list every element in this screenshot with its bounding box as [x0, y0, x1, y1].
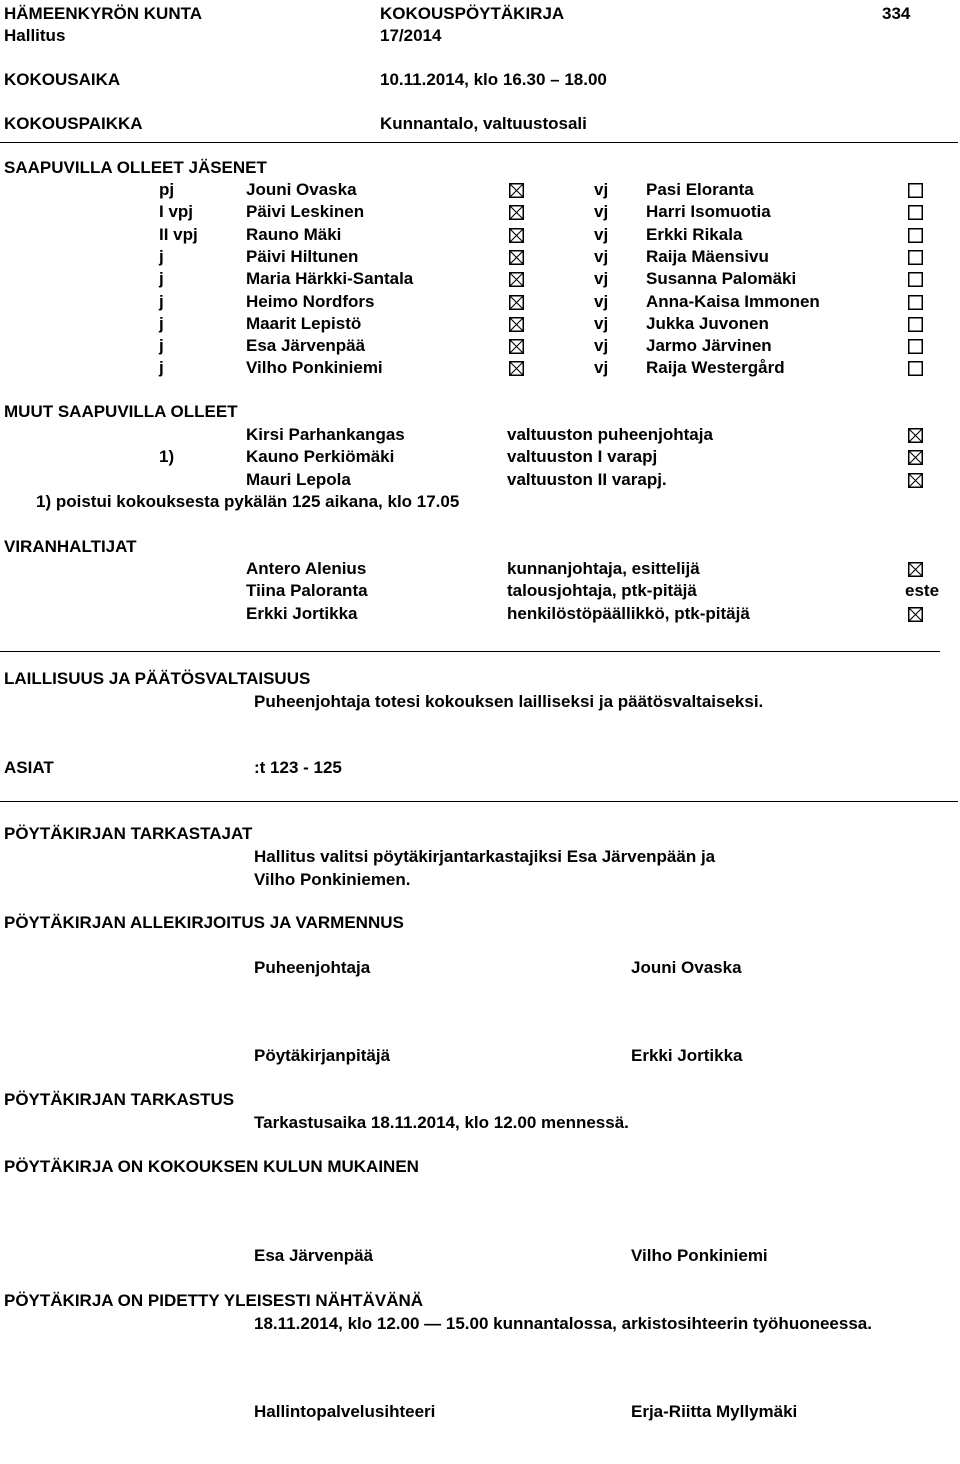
attendee-title: valtuuston II varapj.	[507, 469, 667, 489]
deputy-role: vj	[594, 291, 609, 311]
empty-box-icon	[908, 317, 923, 332]
deputy-role: vj	[594, 358, 609, 378]
checked-box-icon	[509, 339, 524, 354]
deputy-role: vj	[594, 202, 609, 222]
official-name: Tiina Paloranta	[246, 581, 368, 601]
attendee-name: Kirsi Parhankangas	[246, 425, 405, 444]
secretary-name: Erkki Jortikka	[631, 1046, 743, 1065]
display-signer-1: Hallintopalvelusihteeri	[254, 1402, 436, 1421]
member-role: I vpj	[159, 202, 194, 222]
meeting-time-label: KOKOUSAIKA	[4, 70, 121, 89]
members-heading: SAAPUVILLA OLLEET JÄSENET	[4, 158, 267, 177]
member-name: Maria Härkki-Santala	[246, 269, 414, 289]
divider	[0, 801, 958, 802]
official-title: henkilöstöpäällikkö, ptk-pitäjä	[507, 603, 750, 623]
conformity-signer-1: Esa Järvenpää	[254, 1246, 374, 1265]
member-role: j	[159, 358, 164, 378]
deputy-role: vj	[594, 269, 609, 289]
deputy-name: Anna-Kaisa Immonen	[646, 291, 820, 311]
member-role: j	[159, 269, 164, 289]
official-title: talousjohtaja, ptk-pitäjä	[507, 581, 697, 601]
inspectors-text-line2: Vilho Ponkiniemen.	[254, 870, 411, 889]
others-footnote: 1) poistui kokouksesta pykälän 125 aikana, klo 17.05	[36, 492, 460, 511]
member-name: Rauno Mäki	[246, 224, 342, 244]
empty-box-icon	[908, 250, 923, 265]
deputy-name: Raija Mäensivu	[646, 246, 769, 266]
legality-heading: LAILLISUUS JA PÄÄTÖSVALTAISUUS	[4, 669, 311, 688]
deputy-role: vj	[594, 246, 609, 266]
member-role: II vpj	[159, 224, 198, 244]
empty-box-icon	[908, 205, 923, 220]
divider	[0, 651, 940, 652]
checked-box-icon	[908, 473, 923, 488]
meeting-time-value: 10.11.2014, klo 16.30 – 18.00	[380, 70, 607, 89]
chair-label: Puheenjohtaja	[254, 958, 371, 977]
display-signer-2: Erja-Riitta Myllymäki	[631, 1402, 798, 1421]
attendee-name: Mauri Lepola	[246, 469, 351, 489]
empty-box-icon	[908, 339, 923, 354]
member-name: Maarit Lepistö	[246, 313, 362, 333]
checked-box-icon	[908, 607, 923, 622]
empty-box-icon	[908, 272, 923, 287]
member-name: Vilho Ponkiniemi	[246, 358, 383, 378]
display-heading: PÖYTÄKIRJA ON PIDETTY YLEISESTI NÄHTÄVÄNÄ	[4, 1291, 424, 1310]
meeting-place-label: KOKOUSPAIKKA	[4, 114, 143, 133]
matters-heading: ASIAT	[4, 758, 54, 777]
inspectors-text-line1: Hallitus valitsi pöytäkirjantarkastajiksi Esa Järvenpään ja	[254, 847, 716, 866]
member-role: j	[159, 336, 164, 356]
official-name: Antero Alenius	[246, 559, 367, 578]
attendee-title: valtuuston I varapj	[507, 447, 658, 467]
checked-box-icon	[509, 317, 524, 332]
checked-box-icon	[509, 183, 524, 198]
official-title: kunnanjohtaja, esittelijä	[507, 559, 700, 578]
checked-box-icon	[509, 272, 524, 287]
deputy-role: vj	[594, 180, 609, 199]
inspectors-heading: PÖYTÄKIRJAN TARKASTAJAT	[4, 824, 253, 843]
member-name: Heimo Nordfors	[246, 291, 375, 311]
member-role: j	[159, 313, 164, 333]
checked-box-icon	[509, 361, 524, 376]
governing-body: Hallitus	[4, 26, 66, 45]
attendee-name: Kauno Perkiömäki	[246, 447, 395, 467]
deputy-name: Jarmo Järvinen	[646, 336, 772, 356]
page-number: 334	[882, 4, 911, 23]
empty-box-icon	[908, 361, 923, 376]
deputy-name: Erkki Rikala	[646, 224, 743, 244]
matters-range: :t 123 - 125	[254, 758, 342, 777]
conformity-signer-2: Vilho Ponkiniemi	[631, 1246, 768, 1265]
deputy-name: Harri Isomuotia	[646, 202, 771, 222]
document-type: KOKOUSPÖYTÄKIRJA	[380, 4, 565, 23]
deputy-name: Jukka Juvonen	[646, 313, 769, 333]
display-text: 18.11.2014, klo 12.00 — 15.00 kunnantalossa, arkistosihteerin työhuoneessa.	[254, 1314, 872, 1333]
deputy-name: Pasi Eloranta	[646, 180, 754, 199]
member-name: Päivi Hiltunen	[246, 246, 359, 266]
checked-box-icon	[908, 562, 923, 577]
chair-name: Jouni Ovaska	[631, 958, 742, 977]
checked-box-icon	[908, 450, 923, 465]
footnote-marker: 1)	[159, 447, 175, 467]
meeting-place-value: Kunnantalo, valtuustosali	[380, 114, 587, 133]
deputy-role: vj	[594, 336, 609, 356]
member-role: j	[159, 246, 164, 266]
secretary-label: Pöytäkirjanpitäjä	[254, 1046, 391, 1065]
signing-heading: PÖYTÄKIRJAN ALLEKIRJOITUS JA VARMENNUS	[4, 913, 404, 932]
inspection-text: Tarkastusaika 18.11.2014, klo 12.00 mennessä.	[254, 1113, 629, 1132]
others-heading: MUUT SAAPUVILLA OLLEET	[4, 402, 238, 421]
checked-box-icon	[509, 250, 524, 265]
checked-box-icon	[509, 295, 524, 310]
attendee-title: valtuuston puheenjohtaja	[507, 425, 713, 444]
empty-box-icon	[908, 183, 923, 198]
deputy-role: vj	[594, 313, 609, 333]
checked-box-icon	[509, 205, 524, 220]
inspection-heading: PÖYTÄKIRJAN TARKASTUS	[4, 1090, 235, 1109]
empty-box-icon	[908, 295, 923, 310]
official-name: Erkki Jortikka	[246, 603, 358, 623]
officials-heading: VIRANHALTIJAT	[4, 537, 137, 556]
member-name: Esa Järvenpää	[246, 336, 366, 356]
checked-box-icon	[509, 228, 524, 243]
member-role: j	[159, 291, 164, 311]
deputy-role: vj	[594, 224, 609, 244]
member-name: Päivi Leskinen	[246, 202, 365, 222]
member-role: pj	[159, 180, 175, 199]
conformity-heading: PÖYTÄKIRJA ON KOKOUKSEN KULUN MUKAINEN	[4, 1157, 419, 1176]
divider	[0, 142, 958, 143]
checked-box-icon	[908, 428, 923, 443]
member-name: Jouni Ovaska	[246, 180, 357, 199]
municipality-name: HÄMEENKYRÖN KUNTA	[4, 4, 203, 23]
absent-label: este	[905, 581, 940, 601]
deputy-name: Susanna Palomäki	[646, 269, 797, 289]
empty-box-icon	[908, 228, 923, 243]
document-number: 17/2014	[380, 26, 442, 45]
deputy-name: Raija Westergård	[646, 358, 785, 378]
legality-text: Puheenjohtaja totesi kokouksen lailliseksi ja päätösvaltaiseksi.	[254, 692, 764, 711]
